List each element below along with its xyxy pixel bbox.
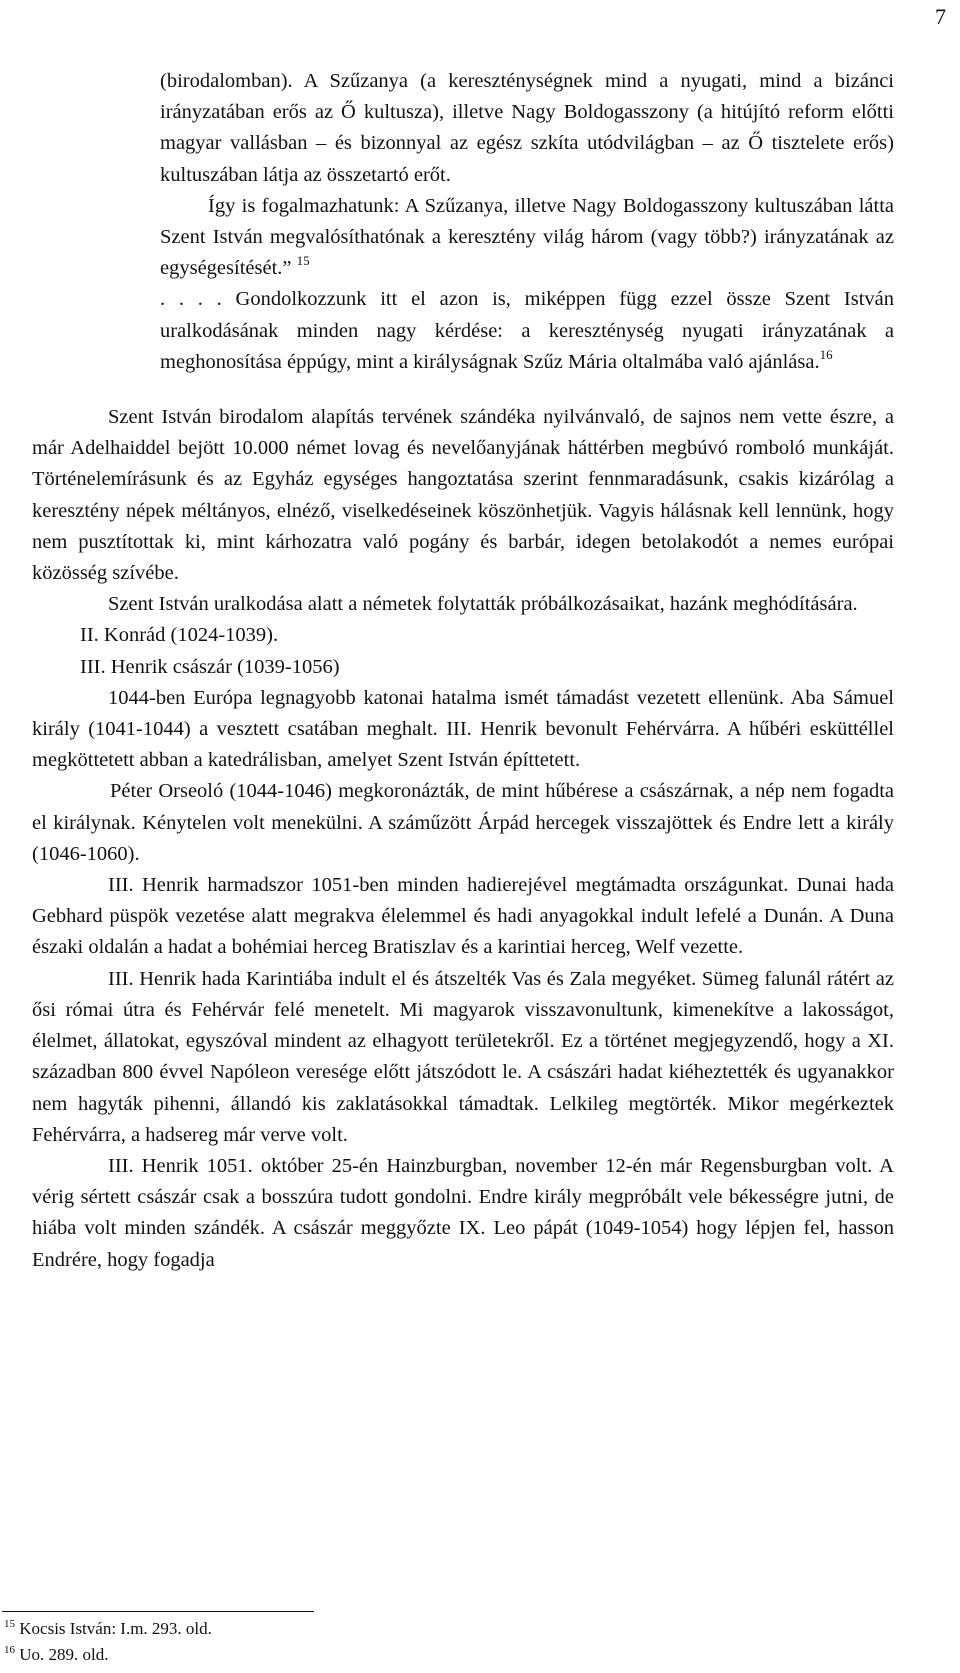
footnote-number-16: 16	[4, 1644, 15, 1656]
body-paragraph-2: Szent István uralkodása alatt a németek folytatták próbálkozásaikat, hazánk meghódítására.	[108, 593, 858, 616]
quote-paragraph-1	[32, 66, 894, 191]
body-paragraph-1: Szent István birodalom alapítás tervének szándéka nyilvánvaló, de sajnos nem vette észre, a már Adelhaiddel bejött 10.000 német lovag és nevelőanyjának háttérben megbúvó romboló munkáját. Történelemírásunk és az Egyház egységes hangoztatása szerint fennmaradásunk, csakis kizárólag a keresztény népek méltányos, elnéző, viselkedéseinek köszönhetjük. Vagyis hálásnak kell lennünk, hogy nem pusztítottak ki, mint kárhozatra való pogány és barbár, idegen betolakodót a nemes európai közösség szívébe.	[32, 406, 894, 585]
body-paragraph-7: III. Henrik harmadszor 1051-ben minden hadierejével megtámadta országunkat. Dunai hada Gebhard püspök vezetése alatt megrakva élelemmel és hadi anyagokkal indult lefelé a Dunán. A Duna északi oldalán a hadat a bohémiai herceg Bratiszlav és a karintiai herceg, Welf vezette.	[32, 874, 894, 959]
footnote-ref-16: 16	[819, 346, 833, 362]
quote-text-1: (birodalomban). A Szűzanya (a kereszténységnek mind a nyugati, mind a bizánci irányzatában erős az Ő kultusza), illetve Nagy Boldogasszony (a hitújító reform előtti magyar vallásban – és bizonnyal az egész szkíta utódvilágban – az Ő tisztelete erős) kultuszában látja az összetartó erőt.	[160, 70, 894, 186]
footnote-15	[4, 1616, 212, 1642]
body-paragraph-5: 1044-ben Európa legnagyobb katonai hatalma ismét támadást vezetett ellenünk. Aba Sámuel király (1041-1044) a vesztett csatában meghalt. III. Henrik bevonult Fehérvárra. A hűbéri esküttéllel megköttetett abban a katedrálisban, amelyet Szent István építtetett.	[32, 686, 894, 772]
footnotes	[4, 1616, 212, 1668]
footnote-16	[4, 1642, 212, 1668]
body-paragraph-8: III. Henrik hada Karintiába indult el és átszelték Vas és Zala megyéket. Sümeg falunál rátért az ősi római útra és Fehérvár felé menetelt. Mi magyarok visszavonultunk, kimenekítve a lakosságot, élelmet, állatokat, egyszóval mindent az elhagyott területekről. Ez a történet megjegyzendő, hogy a XI. században 800 évvel Napóleon veresége előtt játszódott le. A császári hadat kiéheztették és ugyanakkor nem hagyták pihenni, állandó kis zaklatásokkal támadtak. Lelkileg megtörték. Mikor megérkeztek Fehérvárra, a hadsereg már verve volt.	[32, 967, 894, 1146]
footnote-divider	[2, 1611, 314, 1612]
quote-paragraph-2	[32, 191, 894, 285]
body-paragraph-4: III. Henrik császár (1039-1056)	[80, 655, 340, 678]
body-paragraph-3: II. Konrád (1024-1039).	[80, 624, 279, 647]
body-paragraph-9: III. Henrik 1051. október 25-én Hainzburgban, november 12-én már Regensburgban volt. A vérig sértett császár csak a bosszúra tudott gondolni. Endre király megpróbált vele békességre jutni, de hiába volt minden szándék. A császár meggyőzte IX. Leo pápát (1049-1054) hogy lépjen fel, hasson Endrére, hogy fogadja	[32, 1154, 894, 1271]
quote-text-2: Így is fogalmazhatunk: A Szűzanya, illetve Nagy Boldogasszony kultuszában látta Szent István megvalósíthatónak a keresztény világ három (vagy több?) irányzatának az egységesítését.”	[160, 194, 894, 280]
footnote-number-15: 15	[4, 1618, 15, 1630]
page-text	[32, 66, 894, 1276]
footnote-text-16: Uo. 289. old.	[19, 1645, 109, 1664]
quote-text-3: . . . . Gondolkozzunk itt el azon is, miképpen függ ezzel össze Szent István uralkodásának minden nagy kérdése: a kereszténység nyugati irányzatának a meghonosítása éppúgy, mint a királyságnak Szűz Mária oltalmába való ajánlása.	[160, 288, 894, 373]
footnote-ref-15: 15	[296, 253, 310, 269]
footnote-text-15: Kocsis István: I.m. 293. old.	[19, 1619, 212, 1638]
quote-paragraph-3	[32, 284, 894, 378]
body-paragraph-6: Péter Orseoló (1044-1046) megkoronázták, de mint hűbérese a császárnak, a nép nem fogadta el királynak. Kénytelen volt menekülni. A száműzött Árpád hercegek visszajöttek és Endre lett a király (1046-1060).	[32, 780, 894, 865]
page-number: 7	[935, 4, 946, 29]
